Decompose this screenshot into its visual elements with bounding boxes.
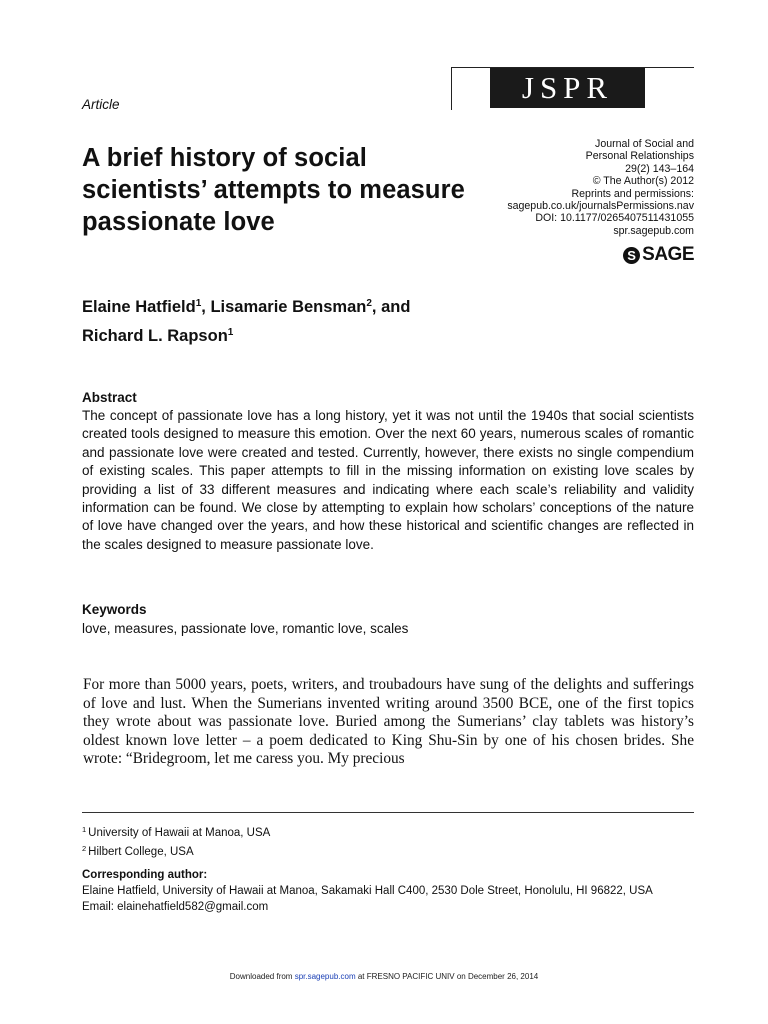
journal-name-line-1: Journal of Social and <box>595 138 694 150</box>
abstract-heading: Abstract <box>82 390 137 405</box>
author-affiliation-mark: 1 <box>227 327 234 338</box>
corresponding-author <box>82 868 694 915</box>
footnote-text: University of Hawaii at Manoa, USA <box>88 827 271 839</box>
sage-wordmark: SAGE <box>642 244 694 265</box>
author-affiliation-mark: 1 <box>195 298 202 309</box>
author-list <box>82 291 602 349</box>
journal-info <box>507 138 694 237</box>
author-affiliation-mark: 2 <box>366 298 372 309</box>
body-paragraph: For more than 5000 years, poets, writers, and troubadours have sung of the delights and sufferings of love and lust. When the Sumerians invented writing around 3500 BCE, one of the first topics they wrote about was passionate love. Buried among the Sumerians’ clay tablets was history’s oldest known love letter – a poem dedicated to King Shu-Sin by one of his chosen brides. She wrote: “Bridegroom, let me caress you. My precious <box>83 676 694 768</box>
footnote-mark: 2 <box>82 844 87 854</box>
article-type-label: Article <box>82 97 120 112</box>
footnote <box>82 822 270 841</box>
keywords-text: love, measures, passionate love, romantic love, scales <box>82 621 409 636</box>
doi[interactable]: DOI: 10.1177/0265407511431055 <box>535 212 694 225</box>
corresponding-address: Elaine Hatfield, University of Hawaii at Manoa, Sakamaki Hall C400, 2530 Dole Street, Honolulu, HI 96822, USA <box>82 884 653 897</box>
footnote-mark: 1 <box>82 825 87 834</box>
sage-logo <box>623 244 694 266</box>
download-source-link[interactable]: spr.sagepub.com <box>294 972 356 981</box>
keywords-heading: Keywords <box>82 602 147 617</box>
permissions-link[interactable]: sagepub.co.uk/journalsPermissions.nav <box>507 200 694 213</box>
abstract-text: The concept of passionate love has a long history, yet it was not until the 1940s that social scientists created tools designed to measure this emotion. Over the next 60 years, numerous scales of romantic and passionate love were created and tested. Currently, however, there exists no single compendium of existing scales. This paper attempts to fill in the missing information on existing love scales by providing a list of 33 different measures and indicating where each scale’s reliability and validity information can be found. We close by attempting to explain how scholars’ conceptions of the nature of love have changed over the years, and how these historical and scientific changes are reflected in the scales designed to measure passionate love. <box>82 408 694 552</box>
download-suffix: at FRESNO PACIFIC UNIV on December 26, 2014 <box>355 972 539 981</box>
reprints-label: Reprints and permissions: <box>571 187 694 200</box>
journal-volume: 29(2) 143–164 <box>625 162 694 175</box>
author-name: Lisamarie Bensman <box>210 298 367 316</box>
download-notice <box>0 972 768 981</box>
download-prefix: Downloaded from <box>229 972 295 981</box>
author-separator: , and <box>371 298 411 316</box>
journal-name-line-2: Personal Relationships <box>585 150 694 163</box>
sage-mark-icon: S <box>623 247 640 264</box>
journal-site-link[interactable]: spr.sagepub.com <box>613 224 694 237</box>
author-separator: , <box>201 298 211 316</box>
corresponding-email[interactable]: Email: elainehatfield582@gmail.com <box>82 900 269 913</box>
journal-logo: JSPR <box>490 68 645 108</box>
footnotes <box>82 822 270 860</box>
author-name: Elaine Hatfield <box>82 298 196 316</box>
copyright: © The Author(s) 2012 <box>592 175 694 188</box>
corresponding-heading: Corresponding author: <box>82 869 208 881</box>
paper-title: A brief history of social scientists’ attempts to measure passionate love <box>82 144 465 236</box>
author-name: Richard L. Rapson <box>82 327 228 345</box>
footnote-text: Hilbert College, USA <box>88 846 194 859</box>
footnote-divider <box>82 812 694 813</box>
footnote <box>82 841 270 860</box>
